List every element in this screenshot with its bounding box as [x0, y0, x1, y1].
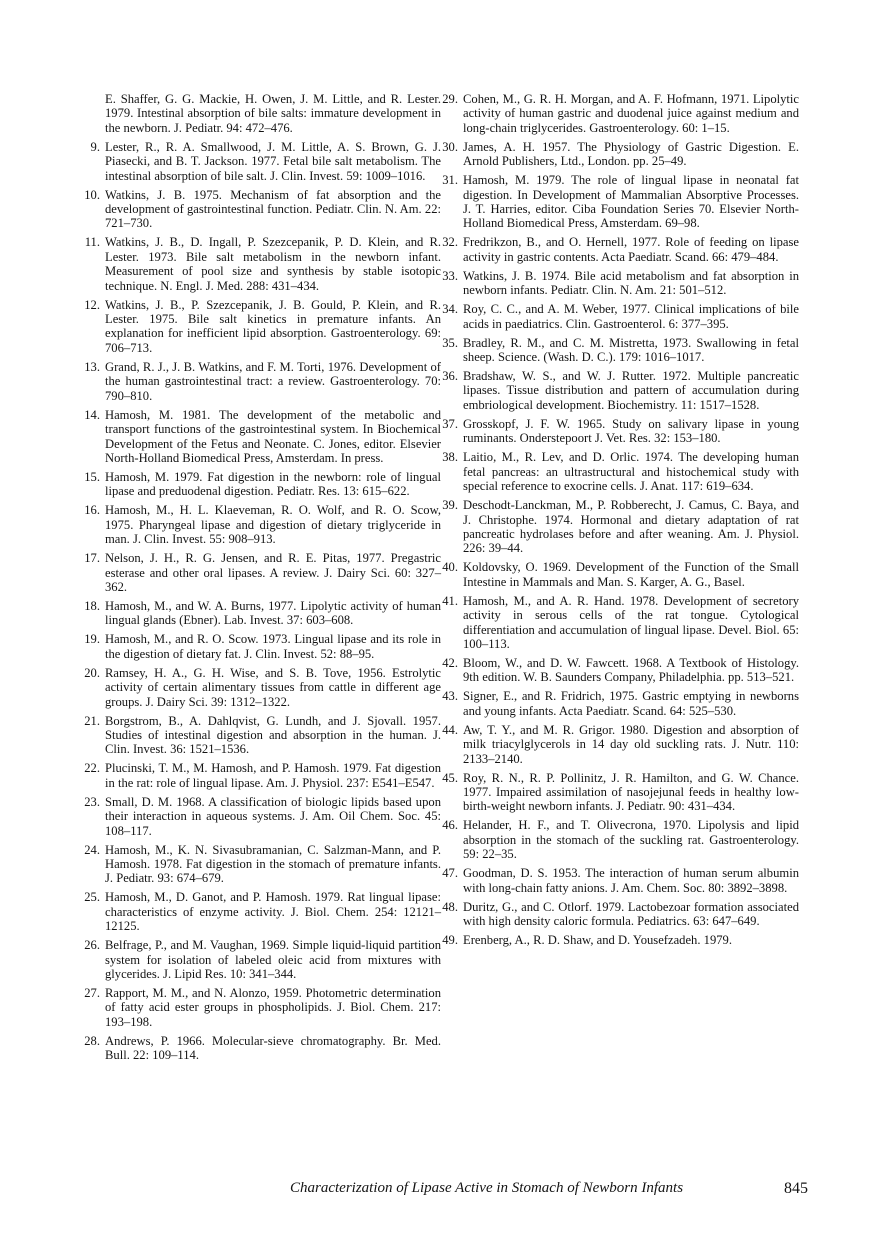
reference-text: Deschodt-Lanckman, M., P. Robberecht, J. Camus, C. Baya, and J. Christophe. 1974. Hormonal and dietary adaptation of rat pancreatic hydrolases before and after weaning. Am. J. Physiol. 226: 39–44.: [463, 498, 799, 556]
reference-item: [83, 408, 441, 466]
reference-text: E. Shaffer, G. G. Mackie, H. Owen, J. M. Little, and R. Lester. 1979. Intestinal absorption of bile salts: immature development in the newborn. J. Pediatr. 94: 472–476.: [105, 92, 441, 135]
reference-item: [83, 1034, 441, 1063]
reference-number: 23.: [84, 794, 100, 809]
reference-number: 43.: [442, 689, 458, 704]
reference-item: [83, 938, 441, 981]
reference-text: Roy, R. N., R. P. Pollinitz, J. R. Hamilton, and G. W. Chance. 1977. Impaired assimilation of nasojejunal feeds in healthy low-birth-weight newborn infants. J. Pediatr. 90: 431–434.: [463, 770, 799, 814]
reference-item: [441, 173, 799, 231]
reference-text: Hamosh, M., K. N. Sivasubramanian, C. Salzman-Mann, and P. Hamosh. 1978. Fat digestion in the stomach of premature infants. J. Pediatr. 93: 674–679.: [105, 842, 441, 886]
reference-item: [83, 92, 441, 135]
reference-text: Borgstrom, B., A. Dahlqvist, G. Lundh, and J. Sjovall. 1957. Studies of intestinal digestion and absorption in the human. J. Clin. Invest. 36: 1521–1536.: [105, 713, 441, 757]
reference-number: 21.: [84, 713, 100, 728]
running-title: Characterization of Lipase Active in Stomach of Newborn Infants: [290, 1180, 684, 1196]
reference-text: Helander, H. F., and T. Olivecrona, 1970. Lipolysis and lipid absorption in the stomach of the suckling rat. Gastroenterology. 59: 22–35.: [463, 818, 799, 862]
reference-item: [441, 933, 799, 947]
reference-item: [441, 140, 799, 169]
reference-item: [83, 666, 441, 709]
reference-text: Bradshaw, W. S., and W. J. Rutter. 1972. Multiple pancreatic lipases. Tissue distribution and pattern of accumulation during embriological development. Biochemistry. 11: 1517–1528.: [463, 369, 799, 412]
reference-text: Roy, C. C., and A. M. Weber, 1977. Clinical implications of bile acids in paediatrics. Clin. Gastroenterol. 6: 377–395.: [463, 302, 799, 331]
reference-text: Hamosh, M., and A. R. Hand. 1978. Development of secretory activity in serous cells of the rat tongue. Cytological differentiation and accumulation of lingual lipase. Devel. Biol. 65: 100–113.: [463, 593, 799, 651]
reference-text: Hamosh, M. 1979. Fat digestion in the newborn: role of lingual lipase and preduodenal digestion. Pediatr. Res. 13: 615–622.: [105, 469, 441, 499]
reference-item: [441, 818, 799, 861]
reference-number: 15.: [84, 469, 100, 484]
reference-text: Duritz, G., and C. Otlorf. 1979. Lactobezoar formation associated with high density caloric formula. Pediatrics. 63: 647–649.: [463, 899, 799, 928]
reference-item: [441, 302, 799, 331]
reference-text: Ramsey, H. A., G. H. Wise, and S. B. Tove, 1956. Estrolytic activity of certain alimentary tissues from cattle in different age groups. J. Dairy Sci. 39: 1312–1322.: [105, 665, 441, 709]
reference-number: 39.: [442, 498, 458, 513]
page-number: 845: [784, 1180, 808, 1197]
reference-item: [83, 188, 441, 231]
reference-number: 35.: [442, 335, 458, 350]
reference-text: Hamosh, M. 1979. The role of lingual lipase in neonatal fat digestion. In Development of Mammalian Absorptive Processes. J. T. Harries, editor. Ciba Foundation Series 70. Elsevier North-Holland Biomedical Press, Amsterdam. 69–98.: [463, 173, 799, 231]
reference-number: 29.: [442, 92, 458, 106]
reference-item: [441, 92, 799, 135]
reference-number: 10.: [84, 187, 100, 202]
reference-item: [83, 360, 441, 403]
reference-item: [441, 269, 799, 298]
reference-number: 11.: [84, 235, 100, 250]
reference-item: [441, 336, 799, 365]
references-left-column: [83, 92, 441, 1067]
reference-text: Laitio, M., R. Lev, and D. Orlic. 1974. The developing human fetal pancreas: an ultrastructural and histochemical study with special reference to exocrine cells. J. Anat. 117: 619–634.: [463, 450, 799, 494]
reference-number: 36.: [442, 369, 458, 384]
reference-item: [83, 632, 441, 661]
reference-text: Watkins, J. B., D. Ingall, P. Szezcepanik, P. D. Klein, and R. Lester. 1973. Bile salt metabolism in the newborn infant. Measurement of pool size and synthesis by stable isotopic technique. N. Engl. J. Med. 288: 431–434.: [105, 235, 441, 293]
reference-text: Hamosh, M., H. L. Klaeveman, R. O. Wolf, and R. O. Scow, 1975. Pharyngeal lipase and digestion of dietary triglyceride in man. J. Clin. Invest. 55: 908–913.: [105, 503, 441, 547]
reference-item: [441, 450, 799, 493]
reference-number: 49.: [442, 933, 458, 947]
reference-text: Hamosh, M., and W. A. Burns, 1977. Lipolytic activity of human lingual glands (Ebner). Lab. Invest. 37: 603–608.: [105, 598, 441, 628]
reference-number: 20.: [84, 665, 100, 680]
reference-number: 37.: [442, 416, 458, 431]
reference-text: Andrews, P. 1966. Molecular-sieve chromatography. Br. Med. Bull. 22: 109–114.: [105, 1033, 441, 1063]
reference-number: 46.: [442, 818, 458, 833]
reference-item: [83, 986, 441, 1029]
references-right-column: [441, 92, 799, 952]
reference-text: Cohen, M., G. R. H. Morgan, and A. F. Hofmann, 1971. Lipolytic activity of human gastric and duodenal juice against medium and long-chain triglycerides. Gastroenterology. 60: 1–15.: [463, 92, 799, 135]
reference-number: 47.: [442, 866, 458, 881]
reference-item: [441, 369, 799, 412]
reference-item: [83, 470, 441, 499]
reference-item: [83, 761, 441, 790]
reference-text: Rapport, M. M., and N. Alonzo, 1959. Photometric determination of fatty acid ester groups in phospholipids. J. Biol. Chem. 217: 193–198.: [105, 986, 441, 1029]
reference-number: 44.: [442, 722, 458, 737]
reference-item: [83, 890, 441, 933]
reference-text: Fredrikzon, B., and O. Hernell, 1977. Role of feeding on lipase activity in gastric contents. Acta Paediatr. Scand. 66: 479–484.: [463, 235, 799, 264]
reference-item: [441, 560, 799, 589]
reference-number: 33.: [442, 268, 458, 283]
reference-number: 48.: [442, 899, 458, 914]
reference-item: [441, 417, 799, 446]
reference-number: 34.: [442, 302, 458, 317]
reference-item: [83, 235, 441, 293]
reference-item: [441, 723, 799, 766]
reference-number: 42.: [442, 655, 458, 670]
reference-text: Signer, E., and R. Fridrich, 1975. Gastric emptying in newborns and young infants. Acta Paediatr. Scand. 64: 525–530.: [463, 689, 799, 718]
reference-text: Hamosh, M. 1981. The development of the metabolic and transport functions of the gastrointestinal system. In Biochemical Development of the Fetus and Neonate. C. Jones, editor. Elsevier North-Holland Biomedical Press, Amsterdam. In press.: [105, 407, 441, 465]
reference-number: 26.: [84, 938, 100, 953]
reference-item: [441, 866, 799, 895]
reference-number: 45.: [442, 770, 458, 785]
reference-text: Small, D. M. 1968. A classification of biologic lipids based upon their interaction in aqueous systems. J. Am. Oil Chem. Soc. 45: 108–117.: [105, 794, 441, 838]
page-footer: [290, 1180, 808, 1197]
reference-text: Grand, R. J., J. B. Watkins, and F. M. Torti, 1976. Development of the human gastrointestinal tract: a review. Gastroenterology. 70: 790–810.: [105, 359, 441, 403]
reference-item: [441, 498, 799, 556]
reference-number: 12.: [84, 297, 100, 312]
reference-item: [83, 843, 441, 886]
reference-item: [83, 503, 441, 546]
reference-text: Goodman, D. S. 1953. The interaction of human serum albumin with long-chain fatty anions. J. Am. Chem. Soc. 80: 3892–3898.: [463, 866, 799, 895]
reference-number: 31.: [442, 173, 458, 188]
reference-item: [441, 771, 799, 814]
reference-number: 9.: [90, 139, 100, 154]
reference-number: 41.: [442, 593, 458, 608]
reference-text: Grosskopf, J. F. W. 1965. Study on salivary lipase in young ruminants. Onderstepoort J. Vet. Res. 32: 153–180.: [463, 416, 799, 446]
reference-number: 13.: [84, 359, 100, 374]
reference-number: 19.: [84, 632, 100, 647]
reference-item: [441, 594, 799, 652]
reference-number: 28.: [84, 1033, 100, 1048]
reference-text: Lester, R., R. A. Smallwood, J. M. Little, A. S. Brown, G. J. Piasecki, and B. T. Jackson. 1977. Fetal bile salt metabolism. The intestinal absorption of bile salt. J. Clin. Invest. 59: 1009–1016.: [105, 139, 441, 183]
reference-text: Hamosh, M., D. Ganot, and P. Hamosh. 1979. Rat lingual lipase: characteristics of enzyme activity. J. Biol. Chem. 254: 12121–12125.: [105, 890, 441, 934]
reference-number: 38.: [442, 450, 458, 465]
reference-text: Erenberg, A., R. D. Shaw, and D. Yousefzadeh. 1979.: [463, 933, 732, 947]
reference-text: Watkins, J. B., P. Szezcepanik, J. B. Gould, P. Klein, and R. Lester. 1975. Bile salt kinetics in premature infants. An explanation for inefficient lipid absorption. Gastroenterology. 69: 706–713.: [105, 297, 441, 355]
reference-number: 22.: [84, 761, 100, 776]
reference-number: 25.: [84, 890, 100, 905]
reference-number: 27.: [84, 986, 100, 1001]
reference-text: James, A. H. 1957. The Physiology of Gastric Digestion. E. Arnold Publishers, Ltd., London. pp. 25–49.: [463, 139, 799, 169]
reference-number: 18.: [84, 598, 100, 613]
reference-text: Aw, T. Y., and M. R. Grigor. 1980. Digestion and absorption of milk triacylglycerols in 14 day old suckling rats. J. Nutr. 110: 2133–2140.: [463, 722, 799, 766]
reference-number: 32.: [442, 235, 458, 250]
reference-item: [83, 795, 441, 838]
reference-text: Koldovsky, O. 1969. Development of the Function of the Small Intestine in Mammals and Man. S. Karger, A. G., Basel.: [463, 560, 799, 589]
reference-item: [441, 235, 799, 264]
reference-text: Watkins, J. B. 1975. Mechanism of fat absorption and the development of gastrointestinal function. Pediatr. Clin. N. Am. 22: 721–730.: [105, 187, 441, 231]
reference-item: [83, 599, 441, 628]
reference-number: 14.: [84, 407, 100, 422]
reference-item: [441, 689, 799, 718]
reference-item: [83, 714, 441, 757]
reference-item: [441, 900, 799, 929]
reference-number: 16.: [84, 503, 100, 518]
reference-item: [441, 656, 799, 685]
reference-text: Hamosh, M., and R. O. Scow. 1973. Lingual lipase and its role in the digestion of dietary fat. J. Clin. Invest. 52: 88–95.: [105, 632, 441, 661]
reference-text: Bradley, R. M., and C. M. Mistretta, 1973. Swallowing in fetal sheep. Science. (Wash. D. C.). 179: 1016–1017.: [463, 335, 799, 365]
reference-text: Plucinski, T. M., M. Hamosh, and P. Hamosh. 1979. Fat digestion in the rat: role of lingual lipase. Am. J. Physiol. 237: E541–E547.: [105, 761, 441, 790]
reference-text: Bloom, W., and D. W. Fawcett. 1968. A Textbook of Histology. 9th edition. W. B. Saunders Company, Philadelphia. pp. 513–521.: [463, 655, 799, 685]
reference-text: Belfrage, P., and M. Vaughan, 1969. Simple liquid-liquid partition system for isolation of labeled oleic acid from mixtures with glycerides. J. Lipid Res. 10: 341–344.: [105, 938, 441, 982]
reference-number: 17.: [84, 551, 100, 566]
reference-text: Watkins, J. B. 1974. Bile acid metabolism and fat absorption in newborn infants. Pediatr. Clin. N. Am. 21: 501–512.: [463, 268, 799, 298]
reference-number: 30.: [442, 139, 458, 154]
reference-item: [83, 551, 441, 594]
reference-item: [83, 140, 441, 183]
reference-item: [83, 298, 441, 356]
reference-number: 24.: [84, 842, 100, 857]
reference-text: Nelson, J. H., R. G. Jensen, and R. E. Pitas, 1977. Pregastric esterase and other oral lipases. A review. J. Dairy Sci. 60: 327–362.: [105, 551, 441, 594]
reference-number: 40.: [442, 560, 458, 575]
